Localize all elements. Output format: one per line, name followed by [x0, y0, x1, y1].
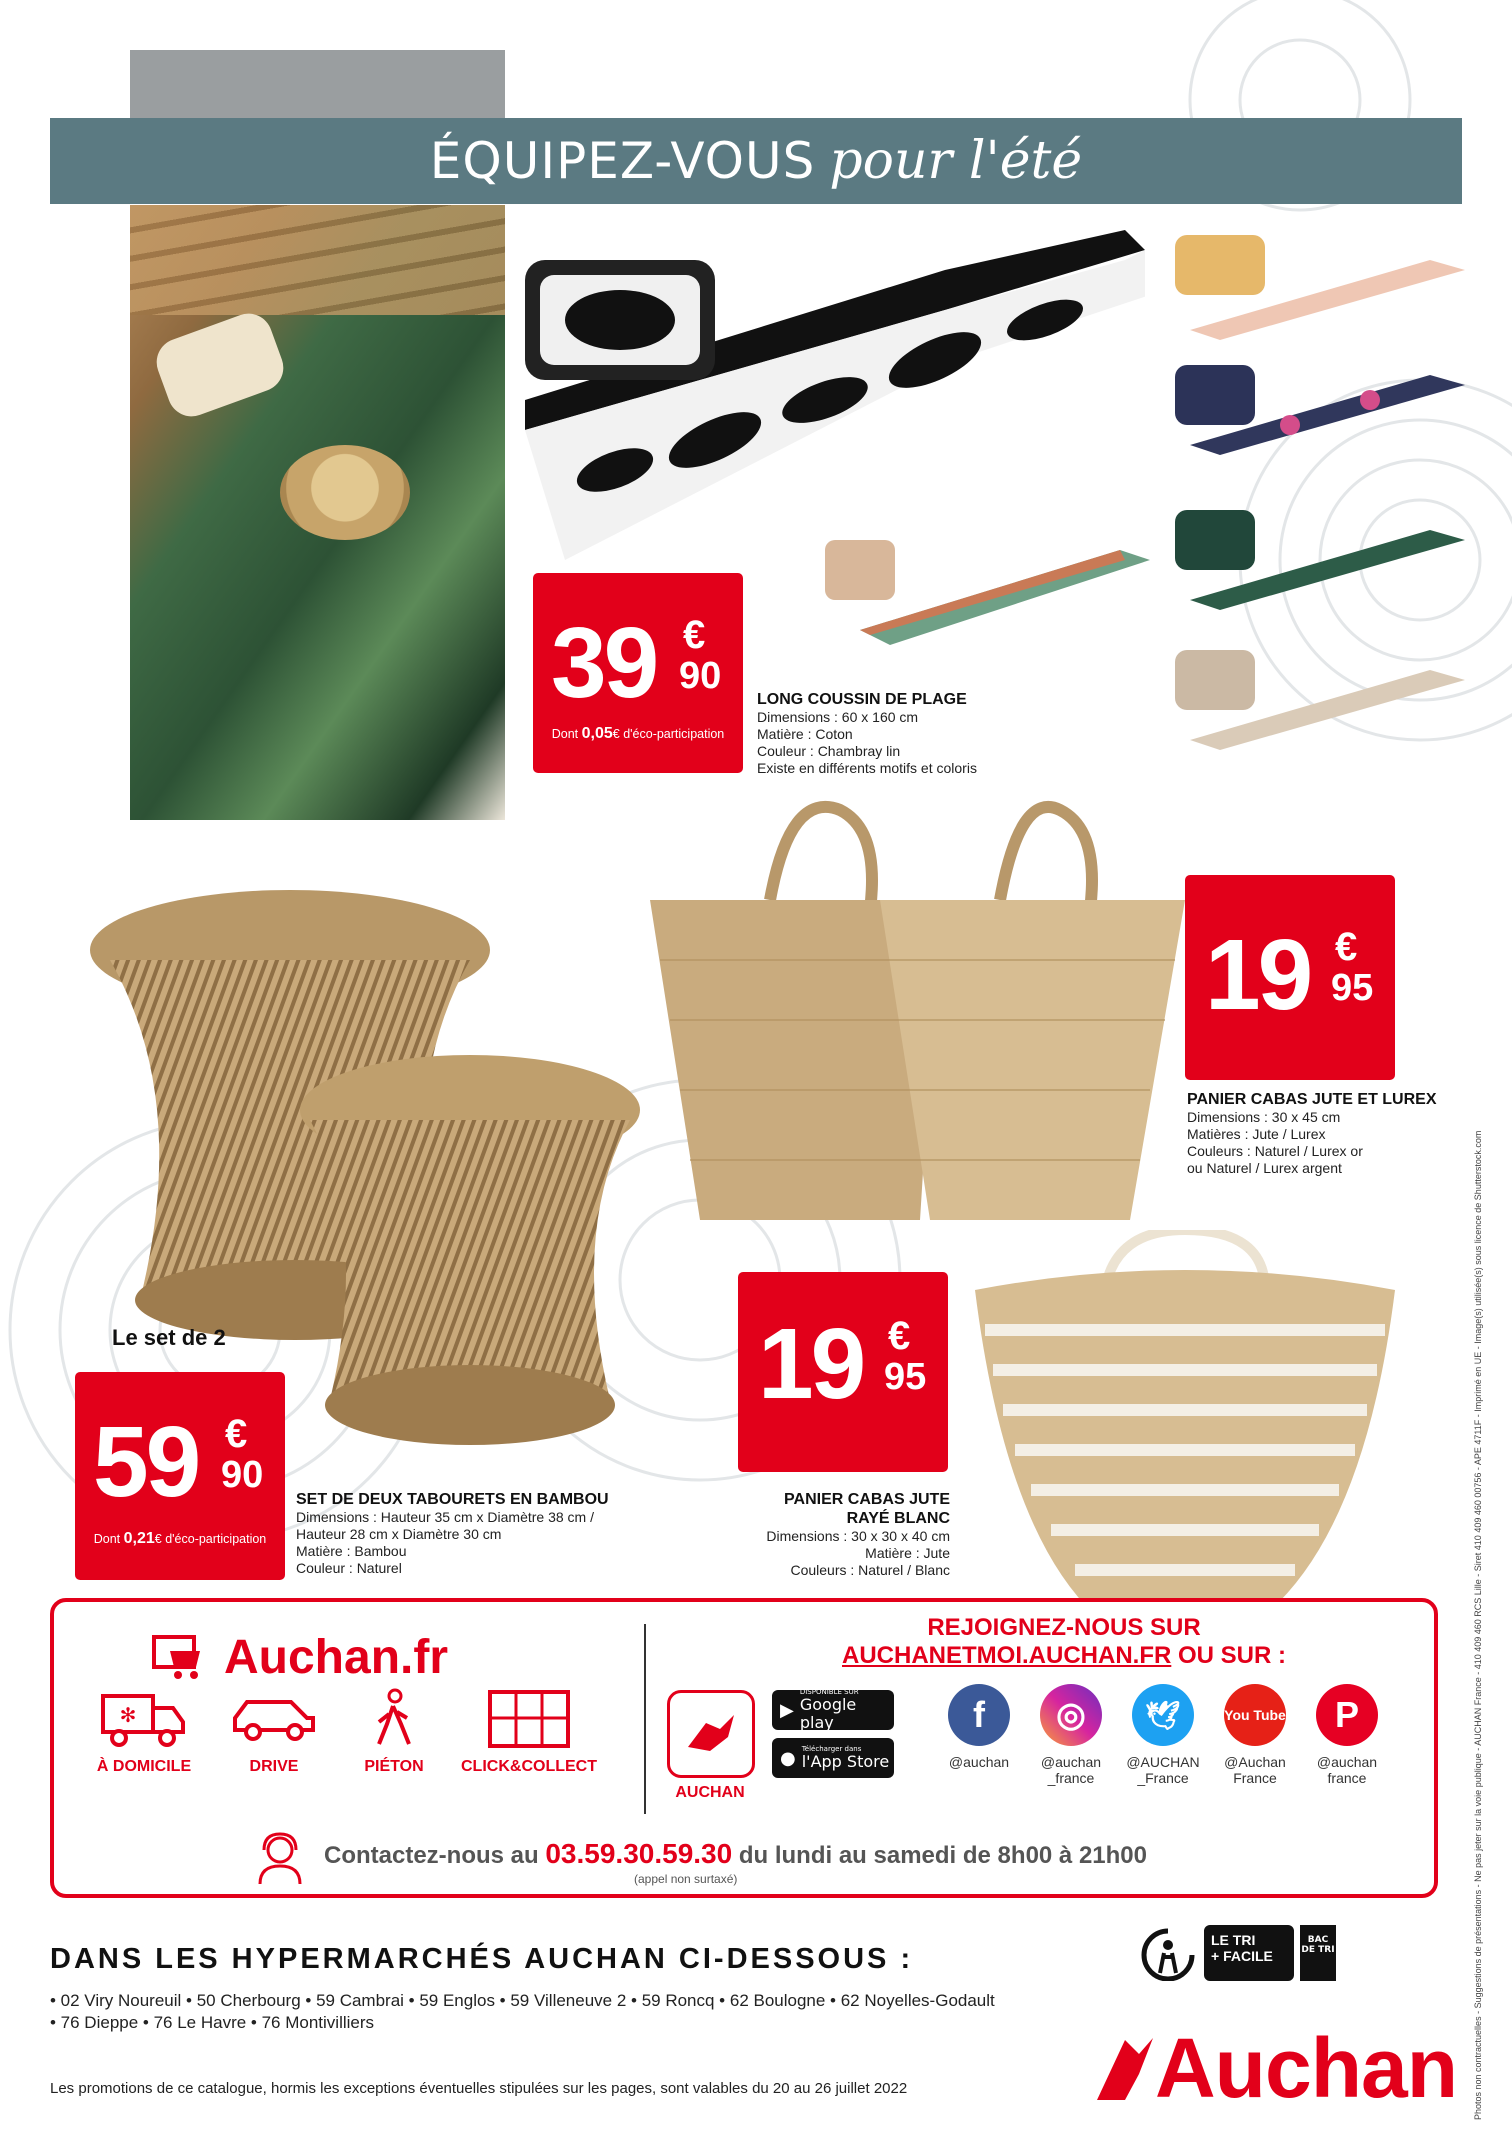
product-title-line-2: RAYÉ BLANC — [846, 1510, 950, 1527]
apple-icon: ● — [780, 1747, 796, 1769]
price-tag-bag-striped — [738, 1272, 948, 1472]
set-label: Le set de 2 — [112, 1325, 226, 1350]
join-us-text: REJOIGNEZ-NOUS SUR AUCHANETMOI.AUCHAN.FR OU SUR : — [842, 1614, 1286, 1669]
pinterest-link[interactable]: P @auchan france — [1302, 1684, 1392, 1786]
price-tag-cushion — [533, 573, 743, 773]
auchan-bird-icon — [1095, 2034, 1155, 2104]
page-banner — [50, 118, 1462, 204]
bird-icon — [670, 1693, 752, 1775]
cushion-image-pink — [1170, 230, 1470, 340]
price-currency: € — [1335, 925, 1358, 969]
pinterest-icon: P — [1316, 1684, 1378, 1746]
price-integer: 19 — [1205, 919, 1311, 1031]
google-play-button[interactable]: ▶ DISPONIBLE SUR Google play — [772, 1690, 894, 1730]
price-integer: 39 — [551, 607, 657, 719]
twitter-link[interactable]: 🕊 @AUCHAN _France — [1118, 1684, 1208, 1786]
facebook-link[interactable]: f @auchan — [934, 1684, 1024, 1770]
lockers-icon — [484, 1688, 574, 1750]
price-tag-stools — [75, 1372, 285, 1580]
service-click-collect[interactable]: CLICK&COLLECT — [454, 1688, 604, 1776]
price-currency: € — [225, 1412, 248, 1456]
truck-icon — [99, 1688, 189, 1750]
validity-note: Les promotions de ce catalogue, hormis les exceptions éventuelles stipulées sur les pages, sont valables du 20 au 26 juillet 2022 — [50, 2080, 908, 2097]
bac-de-tri-icon: BAC DE TRI — [1300, 1925, 1336, 1981]
auchan-app-icon[interactable] — [667, 1690, 755, 1778]
facebook-icon: f — [948, 1684, 1010, 1746]
banner-subtitle: pour l'été — [829, 131, 1083, 191]
desc-bag-lurex: PANIER CABAS JUTE ET LUREX Dimensions : 30 x 45 cm Matières : Jute / Lurex Couleurs : Naturel / Lurex or ou Naturel / Lurex argent — [1187, 1091, 1437, 1176]
youtube-link[interactable]: You Tube @Auchan France — [1210, 1684, 1300, 1786]
tri-facile-box: LE TRI + FACILE — [1204, 1925, 1294, 1981]
svg-text:✻: ✻ — [119, 1703, 137, 1727]
stores-list: • 02 Viry Noureuil • 50 Cherbourg • 59 Cambrai • 59 Englos • 59 Villeneuve 2 • 59 Roncq • 62 Boulogne • 62 Noyelles-Godault • 76 Dieppe • 76 Le Havre • 76 Montivilliers — [50, 1991, 995, 2032]
service-pedestrian[interactable]: PIÉTON — [334, 1688, 454, 1776]
cushion-image-floral — [820, 520, 1150, 650]
contact-note: (appel non surtaxé) — [634, 1872, 738, 1886]
instagram-link[interactable]: ◎ @auchan _france — [1026, 1684, 1116, 1786]
legal-mentions: Photos non contractuelles - Suggestions de présentations - Ne pas jeter sur la voie publique - AUCHAN France - 410 409 460 RCS Lille - Siret 410 409 460 00756 - APE 4711F - Imprimé en UE - Image(s) utilisée(s) sous licence de Shutterstock.com — [1473, 1130, 1483, 2120]
cushion-image-navy — [1170, 345, 1470, 455]
promo-box — [50, 1598, 1438, 1898]
product-title: LONG COUSSIN DE PLAGE — [757, 691, 967, 708]
pedestrian-icon — [349, 1688, 439, 1750]
price-currency: € — [683, 613, 706, 657]
eco-participation: Dont 0,21€ d'éco-participation — [93, 1530, 267, 1547]
service-drive[interactable]: DRIVE — [214, 1688, 334, 1776]
cushion-image-beige — [1170, 640, 1470, 750]
site-name: Auchan.fr — [224, 1631, 449, 1684]
auchanetmoi-link[interactable]: AUCHANETMOI.AUCHAN.FR — [842, 1642, 1172, 1669]
lifestyle-photo — [130, 205, 505, 820]
app-store-button[interactable]: ● Télécharger dans l'App Store — [772, 1738, 894, 1778]
product-title-line-1: PANIER CABAS JUTE — [784, 1491, 950, 1508]
promo-divider — [644, 1624, 646, 1814]
price-decimals: 90 — [679, 655, 722, 697]
auchan-site-link[interactable] — [150, 1630, 448, 1685]
price-currency: € — [888, 1314, 911, 1358]
twitter-icon: 🕊 — [1132, 1684, 1194, 1746]
price-decimals: 90 — [221, 1454, 264, 1496]
desc-cushion: LONG COUSSIN DE PLAGE Dimensions : 60 x 160 cm Matière : Coton Couleur : Chambray lin Existe en différents motifs et coloris — [757, 691, 977, 776]
bag-image-striped — [965, 1230, 1405, 1620]
price-integer: 19 — [758, 1308, 864, 1420]
phone-number[interactable]: 03.59.30.59.30 — [545, 1838, 733, 1869]
instagram-icon: ◎ — [1040, 1684, 1102, 1746]
stores-title: DANS LES HYPERMARCHÉS AUCHAN CI-DESSOUS : — [50, 1943, 914, 1975]
product-title: PANIER CABAS JUTE ET LUREX — [1187, 1091, 1437, 1108]
service-home-delivery[interactable]: ✻ À DOMICILE — [84, 1688, 204, 1776]
banner-title: ÉQUIPEZ-VOUS — [429, 132, 816, 190]
header-tab — [130, 50, 505, 120]
headset-icon — [254, 1830, 306, 1886]
price-decimals: 95 — [1331, 967, 1374, 1009]
product-title: SET DE DEUX TABOURETS EN BAMBOU — [296, 1491, 609, 1508]
triman-logo — [1138, 1925, 1336, 1981]
price-tag-bag-lurex — [1185, 875, 1395, 1080]
eco-participation: Dont 0,05€ d'éco-participation — [551, 725, 725, 742]
cushion-image-black-white — [525, 230, 1145, 560]
app-label: AUCHAN — [675, 1784, 745, 1801]
bag-image-jute-lurex — [640, 800, 1185, 1230]
stools-image — [70, 880, 650, 1450]
contact-line: Contactez-nous au 03.59.30.59.30 du lundi au samedi de 8h00 à 21h00 — [324, 1838, 1147, 1869]
desc-stools: SET DE DEUX TABOURETS EN BAMBOU Dimensions : Hauteur 35 cm x Diamètre 38 cm / Hauteur 28 cm x Diamètre 30 cm Matière : Bambou Couleur : Naturel — [296, 1491, 609, 1576]
car-icon — [229, 1688, 319, 1750]
desc-bag-striped: PANIER CABAS JUTE RAYÉ BLANC Dimensions : 30 x 30 x 40 cm Matière : Jute Couleurs : Naturel / Blanc — [700, 1490, 950, 1579]
recycle-person-icon — [1138, 1925, 1198, 1981]
price-integer: 59 — [93, 1406, 199, 1518]
cushion-image-green — [1170, 500, 1470, 610]
youtube-icon: You Tube — [1224, 1684, 1286, 1746]
play-icon: ▶ — [780, 1699, 794, 1721]
auchan-logo: Auchan — [1095, 2020, 1457, 2117]
cart-web-icon — [150, 1633, 214, 1683]
price-decimals: 95 — [884, 1356, 927, 1398]
